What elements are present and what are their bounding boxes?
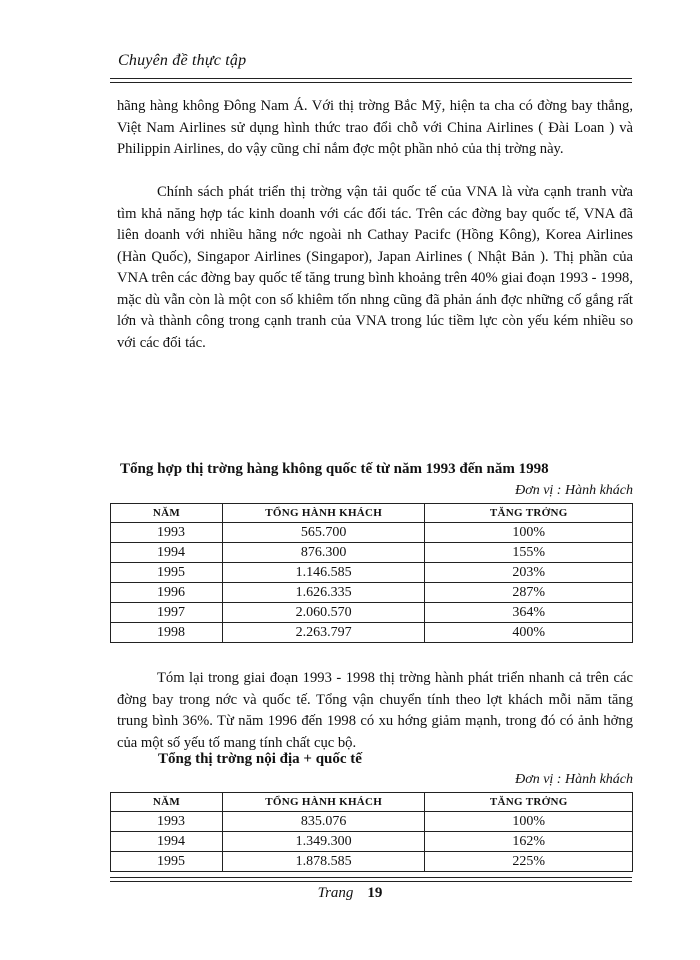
page-header-title: Chuyên đề thực tập: [118, 52, 247, 69]
page-footer: [0, 885, 700, 902]
table2-header-year: NĂM: [111, 793, 223, 812]
table-row: [111, 812, 633, 832]
table2-cell-total: 1.349.300: [222, 832, 425, 852]
table2-cell-total: 835.076: [222, 812, 425, 832]
table2-cell-year: 1993: [111, 812, 223, 832]
table2-unit: Đơn vị : Hành khách: [515, 772, 633, 787]
table1-cell-year: 1996: [111, 583, 223, 603]
table1-header-year: NĂM: [111, 504, 223, 523]
table1-cell-year: 1998: [111, 623, 223, 643]
table1-cell-year: 1997: [111, 603, 223, 623]
table-row: [111, 563, 633, 583]
table-row: [111, 583, 633, 603]
table-row: [111, 623, 633, 643]
table1-cell-year: 1994: [111, 543, 223, 563]
table1-cell-growth: 287%: [425, 583, 633, 603]
paragraph-1: hãng hàng không Đông Nam Á. Với thị trờng Bắc Mỹ, hiện ta cha có đờng bay thẳng, Việt Nam Airlines sử dụng hình thức trao đổi chỗ với China Airlines ( Đài Loan ) và Philippin Airlines, do vậy cũng chỉ nắm đợc một phần nhỏ của thị trờng này.: [117, 98, 633, 157]
paragraph-2: [117, 182, 633, 354]
table1-cell-total: 2.263.797: [222, 623, 425, 643]
table2-cell-growth: 162%: [425, 832, 633, 852]
table1-cell-total: 2.060.570: [222, 603, 425, 623]
table1-header-total: TỔNG HÀNH KHÁCH: [222, 504, 425, 523]
table1-cell-growth: 400%: [425, 623, 633, 643]
table-row: [111, 523, 633, 543]
table1-cell-total: 1.626.335: [222, 583, 425, 603]
header-rule: [110, 78, 632, 83]
page-label: Trang: [317, 885, 354, 901]
table1-cell-total: 876.300: [222, 543, 425, 563]
table1-header-row: [111, 504, 633, 523]
table2-cell-year: 1995: [111, 852, 223, 872]
footer-rule: [110, 877, 632, 882]
paragraph-3-text: Tóm lại trong giai đoạn 1993 - 1998 thị trờng hành phát triển nhanh cả trên các đờng bay trong nớc và quốc tế. Tổng vận chuyển tính theo lợt khách mỗi năm tăng trung bình 36%. Từ năm 1996 đến 1998 có xu hớng giảm mạnh, trong đó có ảnh hởng của một số yếu tố mang tính chất cục bộ.: [117, 670, 633, 751]
table-row: [111, 543, 633, 563]
paragraph-2-text: Chính sách phát triển thị trờng vận tải quốc tế của VNA là vừa cạnh tranh vừa tìm khả năng hợp tác kinh doanh với các đối tác. Trên các đờng bay quốc tế, VNA đã liên doanh với nhiều hãng nớc ngoài nh Cathay Pacifc (Hồng Kông), Korea Airlines (Hàn Quốc), Singapor Airlines (Singapor), Japan Airlines ( Nhật Bản ). Thị phần của VNA trên các đờng bay quốc tế tăng trung bình khoảng trên 40% giai đoạn 1993 - 1998, mặc dù vẫn còn là một con số khiêm tốn nhng cũng đã phản ánh đợc những cố gắng rất lớn và thành công trong cạnh tranh của VNA trong lúc tiềm lực còn yếu kém nhiều so với các đối tác.: [117, 184, 633, 351]
table2-cell-year: 1994: [111, 832, 223, 852]
table2-header-row: [111, 793, 633, 812]
table1-title: Tổng hợp thị trờng hàng không quốc tế từ năm 1993 đến năm 1998: [120, 461, 549, 477]
table-row: [111, 603, 633, 623]
table2-header-growth: TĂNG TRỞNG: [425, 793, 633, 812]
table1-unit: Đơn vị : Hành khách: [515, 483, 633, 498]
table1-cell-growth: 100%: [425, 523, 633, 543]
table1-cell-total: 565.700: [222, 523, 425, 543]
table1-cell-total: 1.146.585: [222, 563, 425, 583]
table2: [110, 792, 633, 872]
table1-cell-growth: 203%: [425, 563, 633, 583]
table1-cell-growth: 364%: [425, 603, 633, 623]
page-number: 19: [367, 885, 383, 901]
table1-cell-year: 1995: [111, 563, 223, 583]
table2-cell-growth: 225%: [425, 852, 633, 872]
table2-cell-growth: 100%: [425, 812, 633, 832]
table-row: [111, 832, 633, 852]
paragraph-3: [117, 668, 633, 754]
table-row: [111, 852, 633, 872]
table2-cell-total: 1.878.585: [222, 852, 425, 872]
table1: [110, 503, 633, 643]
table1-cell-growth: 155%: [425, 543, 633, 563]
table1-header-growth: TĂNG TRỞNG: [425, 504, 633, 523]
table2-header-total: TỔNG HÀNH KHÁCH: [222, 793, 425, 812]
table1-cell-year: 1993: [111, 523, 223, 543]
table2-title: Tổng thị trờng nội địa + quốc tế: [158, 751, 362, 767]
